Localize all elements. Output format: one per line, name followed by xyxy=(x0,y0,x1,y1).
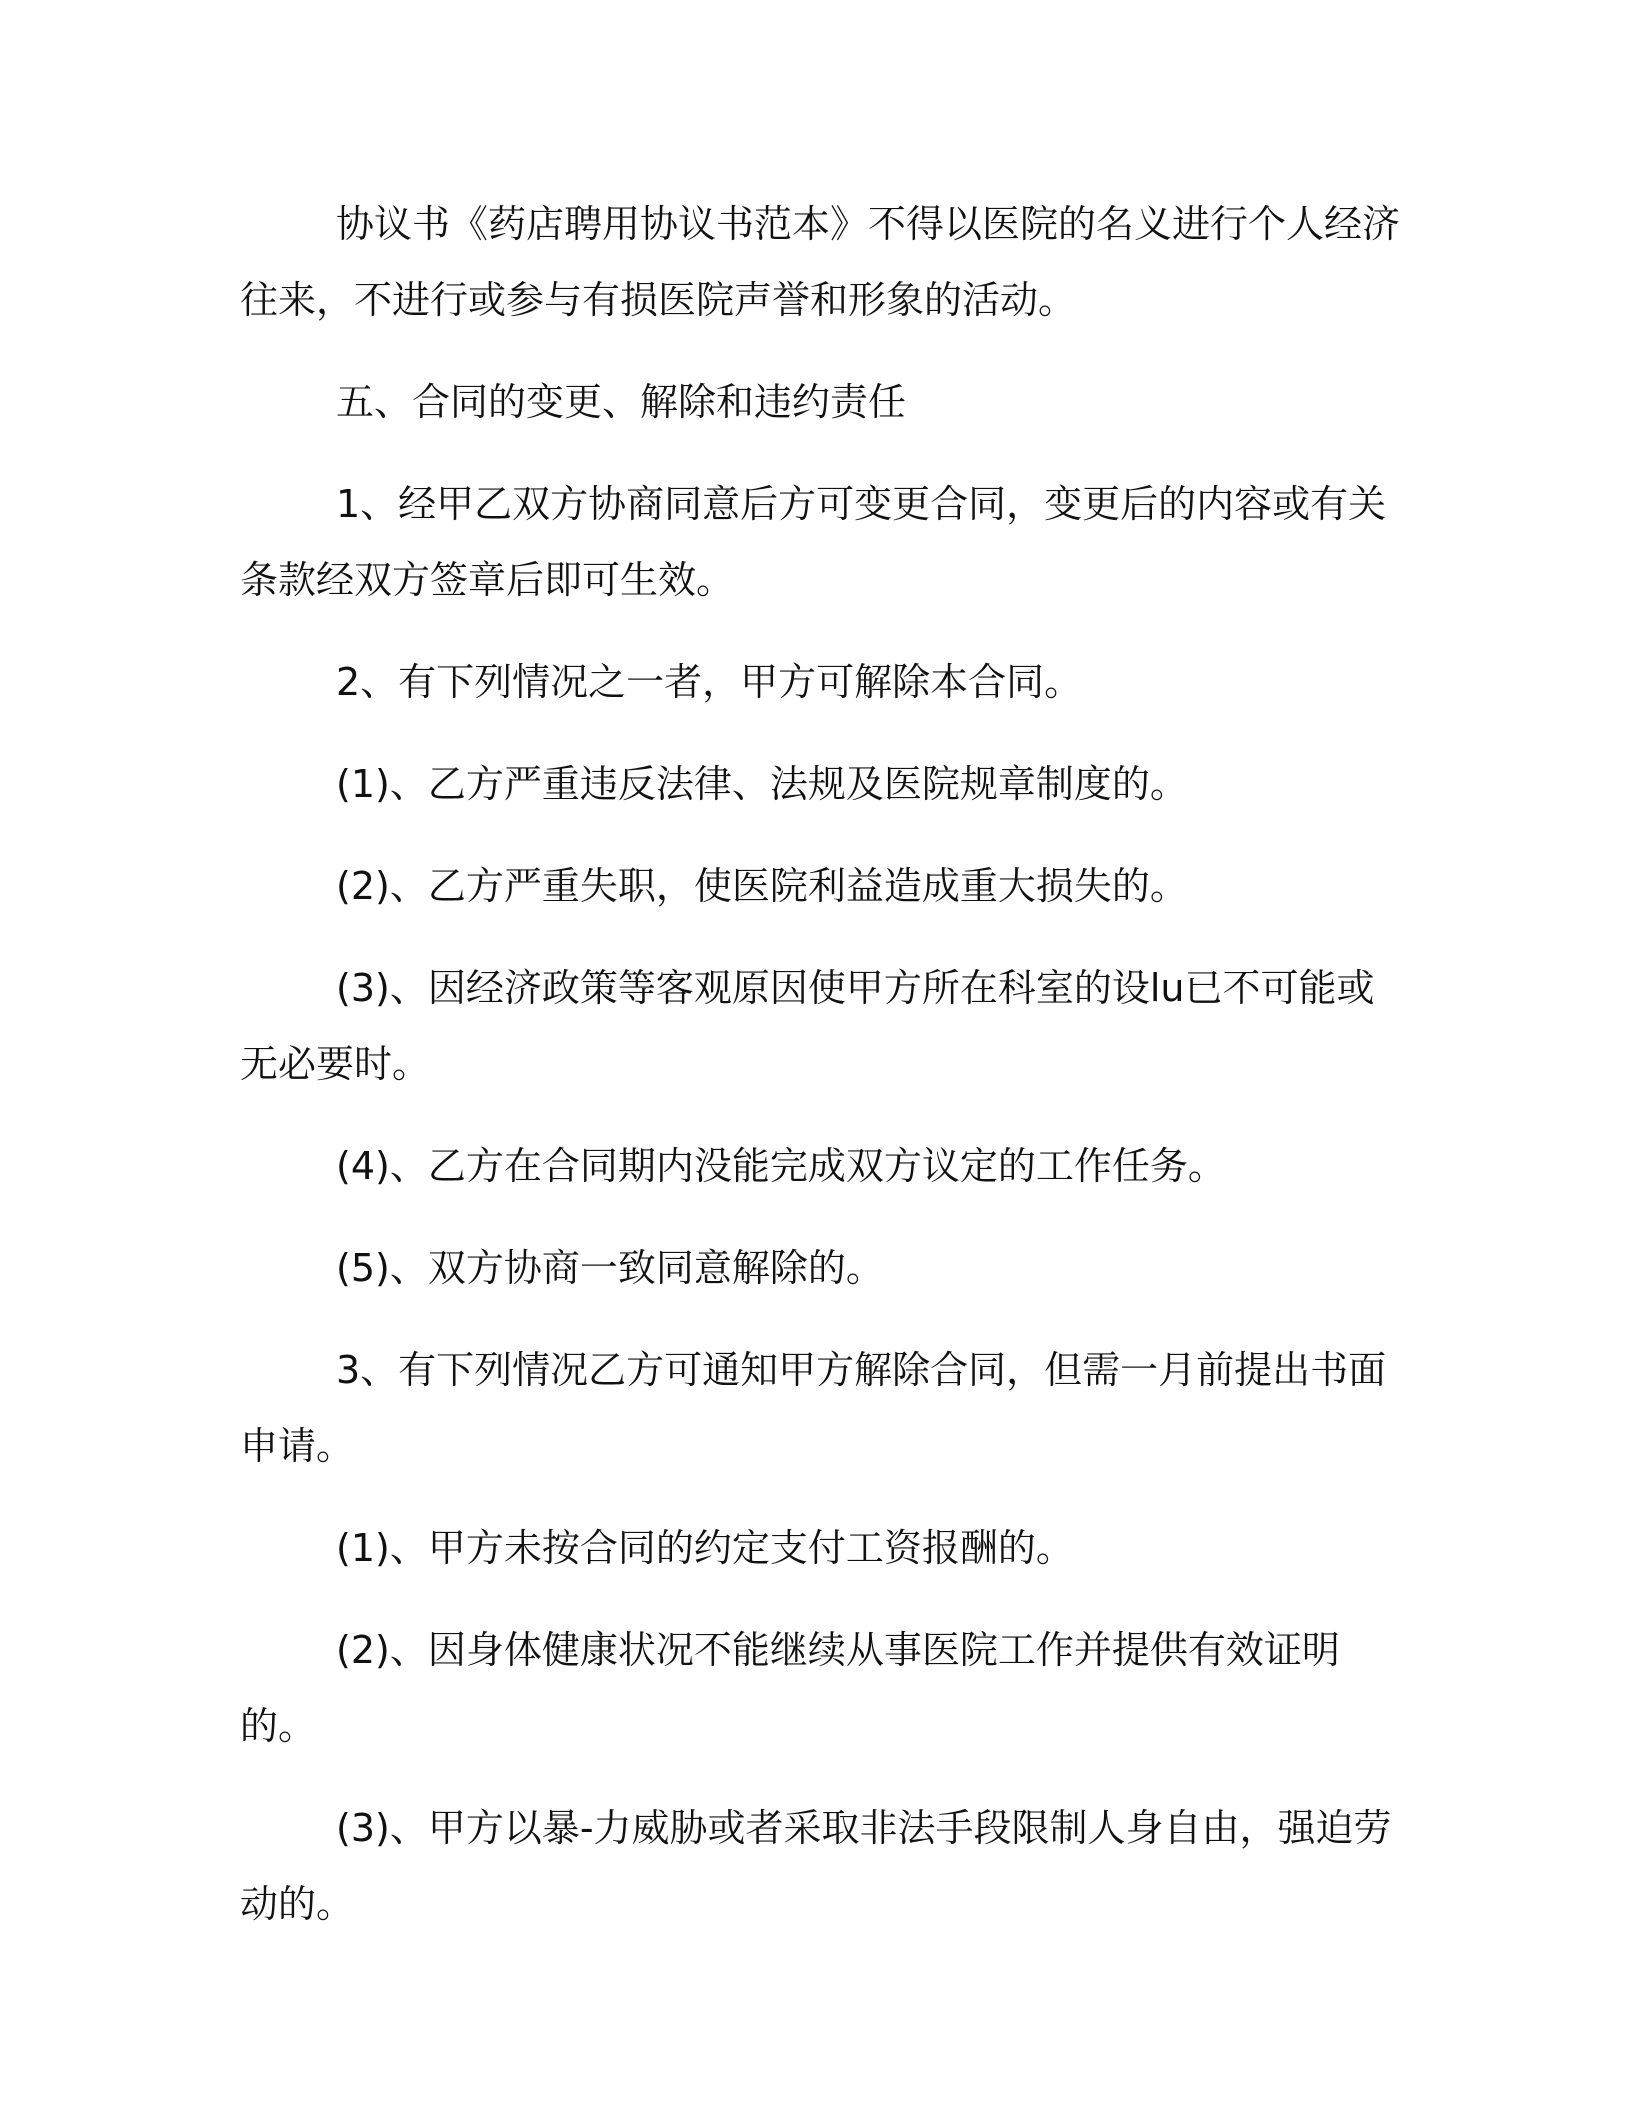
clause-3-termination-by-party-b: 3、有下列情况乙方可通知甲方解除合同，但需一月前提出书面申请。 xyxy=(240,1348,1387,1468)
document-body xyxy=(240,186,1400,1942)
clause-2-item-2: (2)、乙方严重失职，使医院利益造成重大损失的。 xyxy=(336,864,1188,908)
clause-2-item-3: (3)、因经济政策等客观原因使甲方所在科室的设lu已不可能或无必要时。 xyxy=(240,966,1375,1086)
clause-1-modification: 1、经甲乙双方协商同意后方可变更合同，变更后的内容或有关条款经双方签章后即可生效。 xyxy=(240,482,1387,602)
clause-2-item-4: (4)、乙方在合同期内没能完成双方议定的工作任务。 xyxy=(336,1144,1226,1188)
section-heading-5: 五、合同的变更、解除和违约责任 xyxy=(336,380,907,424)
clause-3-item-3: (3)、甲方以暴-力威胁或者采取非法手段限制人身自由，强迫劳动的。 xyxy=(240,1806,1392,1926)
clause-2-item-5: (5)、双方协商一致同意解除的。 xyxy=(336,1246,884,1290)
clause-2-termination-by-party-a: 2、有下列情况之一者，甲方可解除本合同。 xyxy=(336,660,1083,704)
clause-2-item-1: (1)、乙方严重违反法律、法规及医院规章制度的。 xyxy=(336,762,1188,806)
paragraph-conduct-clause: 协议书《药店聘用协议书范本》不得以医院的名义进行个人经济往来，不进行或参与有损医院声誉和形象的活动。 xyxy=(240,202,1401,322)
clause-3-item-1: (1)、甲方未按合同的约定支付工资报酬的。 xyxy=(336,1526,1074,1570)
clause-3-item-2: (2)、因身体健康状况不能继续从事医院工作并提供有效证明的。 xyxy=(240,1628,1340,1748)
